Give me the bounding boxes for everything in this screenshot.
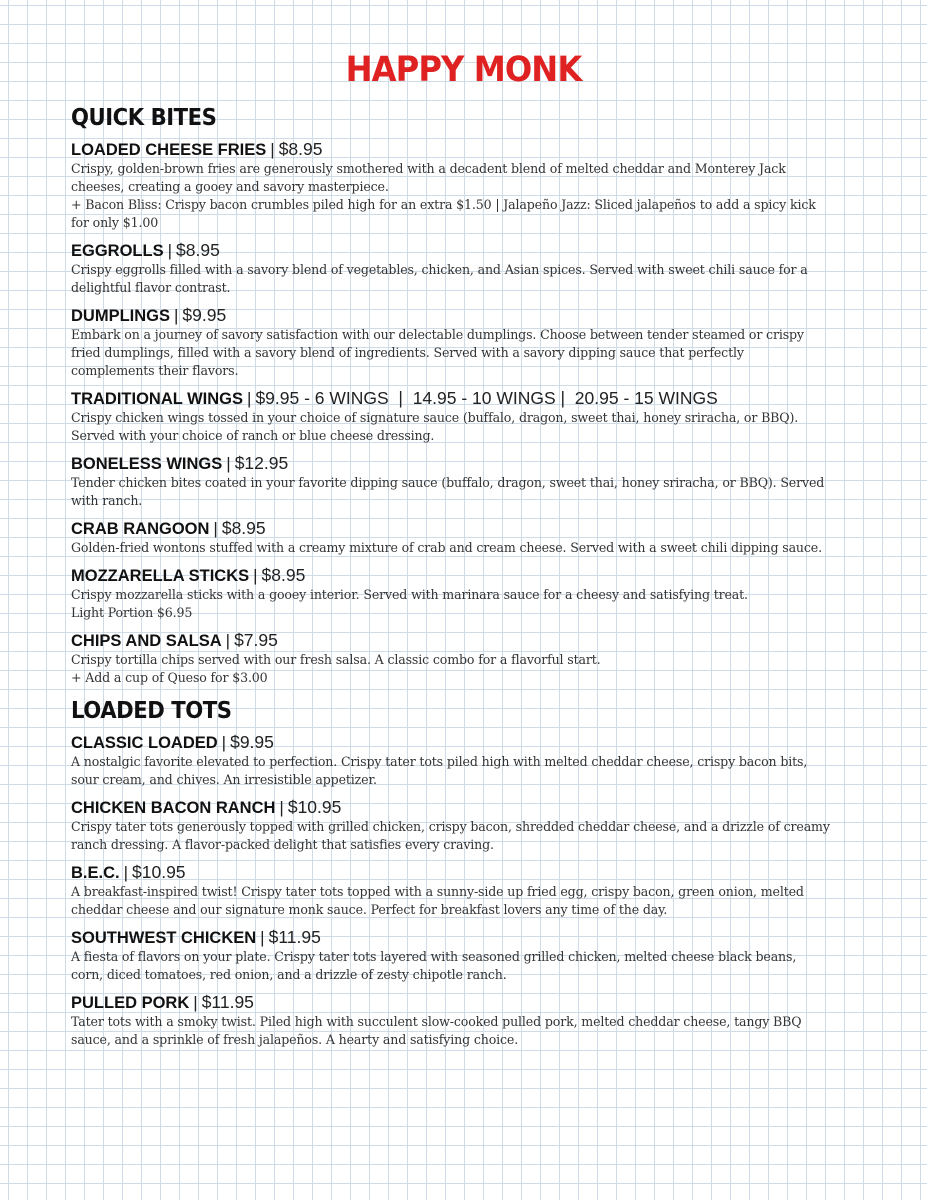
item-name: CLASSIC LOADED (71, 734, 218, 752)
item-name: TRADITIONAL WINGS (71, 390, 244, 408)
item-name: PULLED PORK (71, 994, 190, 1012)
item-description: Crispy chicken wings tossed in your choice of signature sauce (buffalo, dragon, sweet thai, honey sriracha, or BBQ). Served with your choice of ranch or blue cheese dressing. (71, 410, 799, 443)
menu-sections (71, 104, 831, 1049)
item-price: $9.95 - 6 WINGS | 14.95 - 10 WINGS | 20.95 - 15 WINGS (255, 388, 718, 408)
item-description: Crispy mozzarella sticks with a gooey interior. Served with marinara sauce for a cheesy and satisfying treat. (71, 587, 748, 602)
item-price: $12.95 (234, 453, 289, 473)
menu-page (71, 48, 831, 1056)
separator: | (279, 798, 284, 817)
item-description: Crispy tortilla chips served with our fresh salsa. A classic combo for a flavorful start. (71, 652, 601, 667)
item-extra: + Bacon Bliss: Crispy bacon crumbles piled high for an extra $1.50 | Jalapeño Jazz: Sliced jalapeños to add a spicy kick for only $1.00 (71, 197, 816, 230)
item-description: Crispy, golden-brown fries are generously smothered with a decadent blend of melted cheddar and Monterey Jack cheeses, creating a gooey and savory masterpiece. (71, 161, 786, 194)
separator: | (247, 389, 252, 408)
item-price: $10.95 (287, 797, 342, 817)
restaurant-name: HAPPY MONK (345, 50, 582, 90)
menu-item (71, 239, 831, 297)
separator: | (193, 993, 198, 1012)
item-description: Tater tots with a smoky twist. Piled high with succulent slow-cooked pulled pork, melted cheddar cheese, tangy BBQ sauce, and a sprinkle of fresh jalapeños. A hearty and satisfying choice. (71, 1014, 802, 1047)
separator: | (270, 140, 275, 159)
section-title: QUICK BITES (71, 105, 217, 131)
item-price: $11.95 (268, 927, 321, 947)
menu-item (71, 564, 831, 622)
separator: | (213, 519, 218, 538)
separator: | (174, 306, 179, 325)
item-description: Embark on a journey of savory satisfaction with our delectable dumplings. Choose between tender steamed or crispy fried dumplings, filled with a savory blend of ingredients. Served with a savory dipping sauce that perfectly complements their flavors. (71, 327, 804, 378)
item-extra: + Add a cup of Queso for $3.00 (71, 670, 268, 685)
item-description: A fiesta of flavors on your plate. Crispy tater tots layered with seasoned grilled chicken, melted cheese black beans, corn, diced tomatoes, red onion, and a drizzle of zesty chipotle ranch. (71, 949, 797, 982)
separator: | (253, 566, 258, 585)
menu-item (71, 629, 831, 687)
menu-item (71, 731, 831, 789)
item-description: Tender chicken bites coated in your favorite dipping sauce (buffalo, dragon, sweet thai, honey sriracha, or BBQ). Served with ranch. (71, 475, 825, 508)
item-name: LOADED CHEESE FRIES (71, 141, 267, 159)
menu-item (71, 304, 831, 380)
menu-item (71, 138, 831, 232)
item-name: MOZZARELLA STICKS (71, 567, 250, 585)
separator: | (260, 928, 265, 947)
item-name: SOUTHWEST CHICKEN (71, 929, 257, 947)
menu-item (71, 517, 831, 557)
item-price: $10.95 (132, 862, 186, 882)
item-price: $11.95 (201, 992, 254, 1012)
item-description: Crispy tater tots generously topped with grilled chicken, crispy bacon, shredded cheddar cheese, and a drizzle of creamy ranch dressing. A flavor-packed delight that satisfies every craving. (71, 819, 830, 852)
menu-item (71, 926, 831, 984)
item-price: $7.95 (234, 630, 278, 650)
item-extra: Light Portion $6.95 (71, 605, 193, 620)
item-description: A breakfast-inspired twist! Crispy tater tots topped with a sunny-side up fried egg, crispy bacon, green onion, melted cheddar cheese and our signature monk sauce. Perfect for breakfast lovers any time of the day. (71, 884, 804, 917)
item-price: $8.95 (278, 139, 323, 159)
item-name: CHICKEN BACON RANCH (71, 799, 276, 817)
item-description: Crispy eggrolls filled with a savory blend of vegetables, chicken, and Asian spices. Served with sweet chili sauce for a delightful flavor contrast. (71, 262, 808, 295)
item-price: $9.95 (182, 305, 227, 325)
item-name: BONELESS WINGS (71, 455, 223, 473)
item-description: A nostalgic favorite elevated to perfection. Crispy tater tots piled high with melted cheddar cheese, crispy bacon bits, sour cream, and chives. An irresistible appetizer. (71, 754, 808, 787)
item-name: CRAB RANGOON (71, 520, 210, 538)
menu-item (71, 796, 831, 854)
item-name: B.E.C. (71, 864, 120, 882)
item-price: $8.95 (176, 240, 220, 260)
menu-item (71, 991, 831, 1049)
section-quick-bites (71, 104, 831, 687)
menu-item (71, 387, 831, 445)
separator: | (225, 631, 231, 650)
item-price: $8.95 (221, 518, 266, 538)
item-name: CHIPS AND SALSA (71, 632, 222, 650)
separator: | (221, 733, 227, 752)
separator: | (226, 454, 231, 473)
menu-item (71, 452, 831, 510)
menu-item (71, 861, 831, 919)
item-name: EGGROLLS (71, 242, 164, 260)
section-loaded-tots (71, 697, 831, 1049)
section-title: LOADED TOTS (71, 698, 232, 724)
item-description: Golden-fried wontons stuffed with a creamy mixture of crab and cream cheese. Served with a sweet chili dipping sauce. (71, 540, 822, 555)
item-price: $8.95 (261, 565, 306, 585)
separator: | (167, 241, 173, 260)
item-price: $9.95 (230, 732, 274, 752)
separator: | (123, 863, 129, 882)
item-name: DUMPLINGS (71, 307, 170, 325)
